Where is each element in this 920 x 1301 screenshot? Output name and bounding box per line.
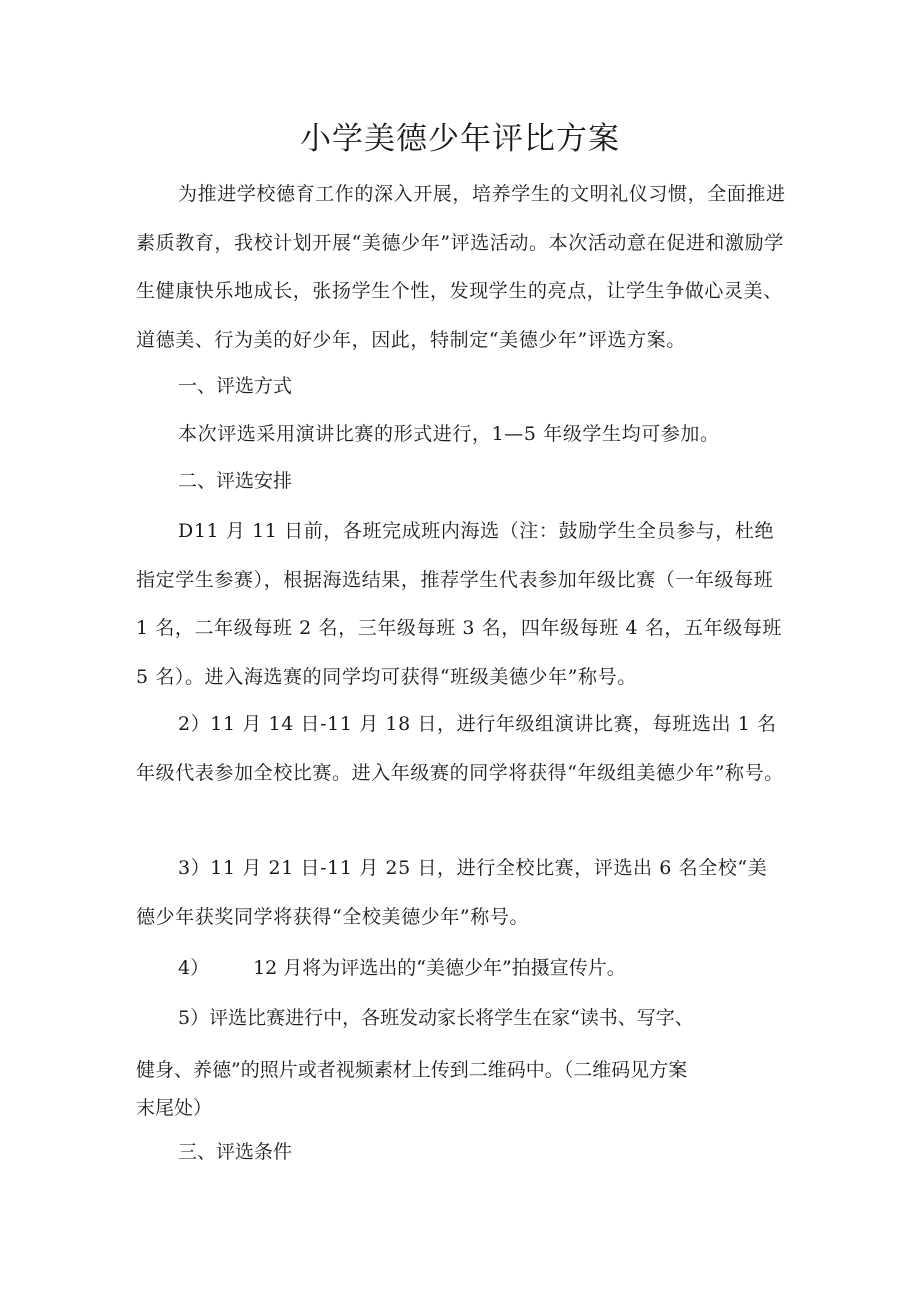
section-heading-criteria: 三、评选条件	[178, 1141, 293, 1163]
schedule-item-3: 3）11 月 21 日-11 月 25 日，进行全校比赛，评选出 6 名全校“美德少年获奖同学将获得“全校美德少年”称号。	[136, 857, 768, 928]
schedule-item-1: D11 月 11 日前，各班完成班内海选（注：鼓励学生全员参与，杜绝指定学生参赛），根据海选结果，推荐学生代表参加年级比赛（一年级每班 1 名，二年级每班 2 名，三年级每班 3 名，四年级每班 4 名，五年级每班 5 名）。进入海选赛的同学均可获得“班级美德少年”称号。	[136, 520, 783, 688]
intro-paragraph: 为推进学校德育工作的深入开展，培养学生的文明礼仪习惯，全面推进素质教育，我校计划开展“美德少年”评选活动。本次活动意在促进和激励学生健康快乐地成长，张扬学生个性，发现学生的亮点，让学生争做心灵美、道德美、行为美的好少年，因此，特制定“美德少年”评选方案。	[136, 183, 786, 351]
document-title: 小学美德少年评比方案	[300, 121, 620, 157]
method-paragraph: 本次评选采用演讲比赛的形式进行，1—5 年级学生均可参加。	[178, 423, 720, 445]
schedule-item-5-line-1: 5）评选比赛进行中，各班发动家长将学生在家“读书、写字、	[178, 1007, 694, 1029]
section-heading-schedule: 二、评选安排	[178, 470, 293, 492]
schedule-item-5-line-3: 末尾处）	[136, 1097, 213, 1119]
item-4-text: 12 月将为评选出的“美德少年”拍摄宣传片。	[253, 957, 626, 979]
schedule-item-4	[178, 953, 626, 983]
section-heading-method: 一、评选方式	[178, 375, 293, 397]
item-4-number: 4）	[178, 957, 210, 979]
schedule-item-5-line-2: 健身、养德”的照片或者视频素材上传到二维码中。（二维码见方案	[136, 1059, 688, 1081]
schedule-item-2: 2）11 月 14 日-11 月 18 日，进行年级组演讲比赛，每班选出 1 名年级代表参加全校比赛。进入年级赛的同学将获得“年级组美德少年”称号。	[136, 713, 784, 784]
